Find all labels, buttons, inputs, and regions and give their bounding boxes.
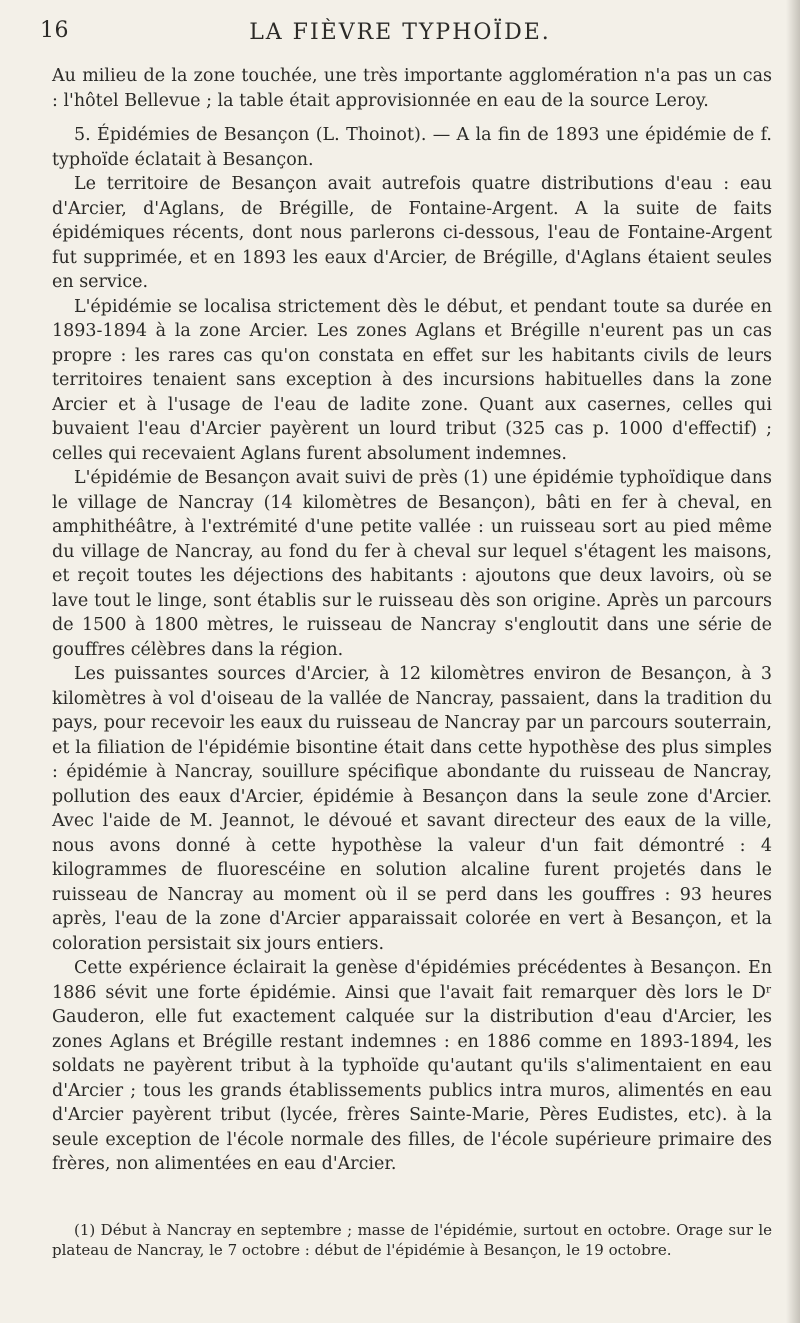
paragraph: Les puissantes sources d'Arcier, à 12 kilomètres environ de Besançon, à 3 kilomètres à vol d'oiseau de la vallée de Nancray, passaient, dans la tradition du pays, pour recevoir les eaux du ruisseau de Nancray par un parcours souterrain, et la filiation de l'épidémie bisontine était dans cette hypothèse des plus simples : épidémie à Nancray, souillure spécifique abondante du ruisseau de Nancray, pollution des eaux d'Arcier, épidémie à Besançon dans la seule zone d'Arcier. Avec l'aide de M. Jeannot, le dévoué et savant directeur des eaux de la ville, nous avons donné à cette hypothèse la valeur d'un fait démontré : 4 kilogrammes de fluorescéine en solution alcaline furent projetés dans le ruisseau de Nancray au moment où il se perd dans les gouffres : 93 heures après, l'eau de la zone d'Arcier apparaissait colorée en vert à Besançon, et la coloration persistait six jours entiers.: [52, 664, 772, 954]
body-text: [52, 64, 772, 1177]
paragraph: L'épidémie de Besançon avait suivi de près (1) une épidémie typhoïdique dans le village de Nancray (14 kilomètres de Besançon), bâti en fer à cheval, en amphithéâtre, à l'extrémité d'une petite vallée : un ruisseau sort au pied même du village de Nancray, au fond du fer à cheval sur lequel s'étagent les maisons, et reçoit toutes les déjections des habitants : ajoutons que deux lavoirs, où se lave tout le linge, sont établis sur le ruisseau dès son origine. Après un parcours de 1500 à 1800 mètres, le ruisseau de Nancray s'engloutit dans une série de gouffres célèbres dans la région.: [52, 468, 772, 660]
page-header: [40, 18, 760, 58]
running-head: LA FIÈVRE TYPHOÏDE.: [249, 20, 551, 45]
paragraph: L'épidémie se localisa strictement dès le début, et pendant toute sa durée en 1893-1894 à la zone Arcier. Les zones Aglans et Brégille n'eurent pas un cas propre : les rares cas qu'on constata en effet sur les habitants civils de leurs territoires tenaient sans exception à des incursions habituelles dans la zone Arcier et à l'usage de l'eau de ladite zone. Quant aux casernes, celles qui buvaient l'eau d'Arcier payèrent un lourd tribut (325 cas p. 1000 d'effectif) ; celles qui recevaient Aglans furent absolument indemnes.: [52, 296, 772, 464]
footnote: (1) Début à Nancray en septembre ; masse de l'épidémie, surtout en octobre. Orage sur le plateau de Nancray, le 7 octobre : début de l'épidémie à Besançon, le 19 octobre.: [52, 1221, 772, 1259]
paragraph: Le territoire de Besançon avait autrefois quatre distributions d'eau : eau d'Arcier, d'Aglans, de Brégille, de Fontaine-Argent. A la suite de faits épidémiques récents, dont nous parlerons ci-dessous, l'eau de Fontaine-Argent fut supprimée, et en 1893 les eaux d'Arcier, de Brégille, d'Aglans étaient seules en service.: [52, 174, 772, 292]
paragraph: Cette expérience éclairait la genèse d'épidémies précédentes à Besançon. En 1886 sévit une forte épidémie. Ainsi que l'avait fait remarquer dès lors le Dʳ Gauderon, elle fut exactement calquée sur la distribution d'eau d'Arcier, les zones Aglans et Brégille restant indemnes : en 1886 comme en 1893-1894, les soldats ne payèrent tribut à la typhoïde qu'autant qu'ils s'alimentaient en eau d'Arcier ; tous les grands établissements publics intra muros, alimentés en eau d'Arcier payèrent tribut (lycée, frères Sainte-Marie, Pères Eudistes, etc). à la seule exception de l'école normale des filles, de l'école supérieure primaire des frères, non alimentées en eau d'Arcier.: [52, 958, 772, 1174]
paragraph: Au milieu de la zone touchée, une très importante agglomération n'a pas un cas : l'hôtel Bellevue ; la table était approvisionnée en eau de la source Leroy.: [52, 66, 772, 111]
page-edge-shadow: [786, 0, 800, 1323]
footnotes: [52, 1220, 772, 1260]
page-number: 16: [40, 18, 69, 43]
section-heading-paragraph: 5. Épidémies de Besançon (L. Thoinot). — A la fin de 1893 une épidémie de f. typhoïde éclatait à Besançon.: [52, 125, 772, 170]
